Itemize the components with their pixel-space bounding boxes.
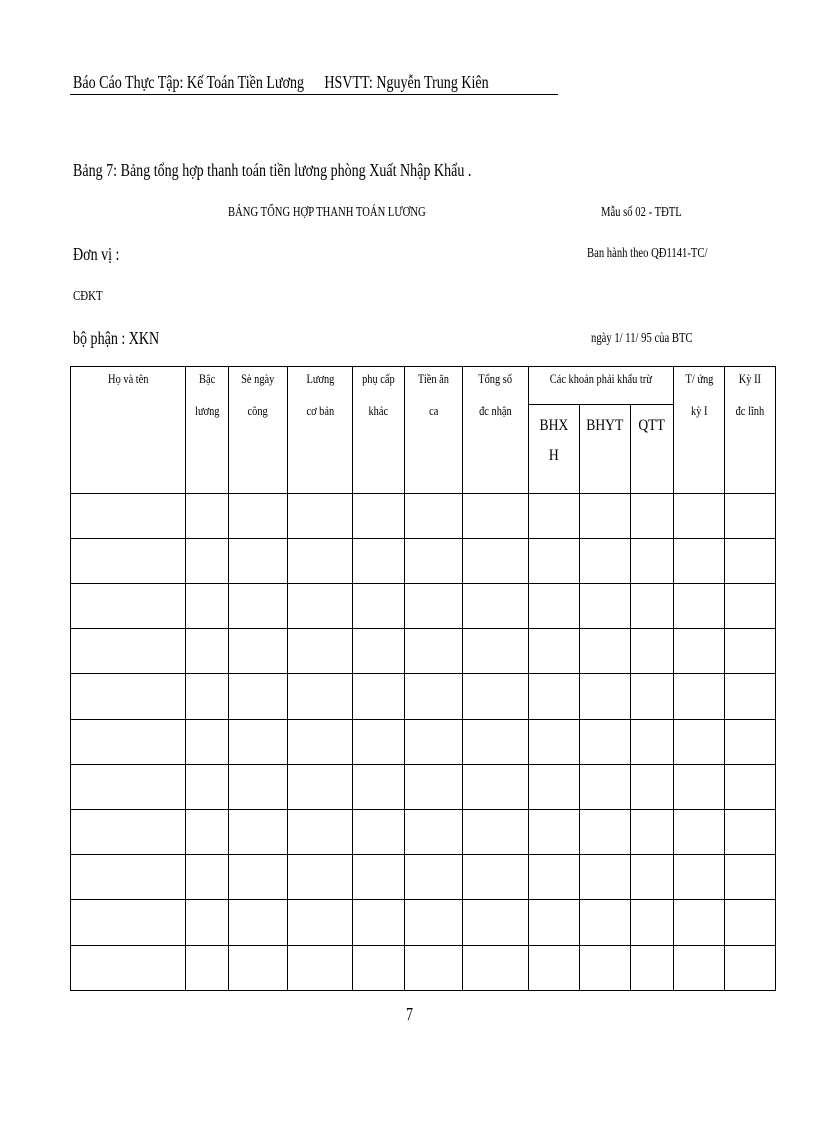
table-cell <box>529 674 580 719</box>
table-cell <box>229 493 288 538</box>
table-cell <box>631 674 674 719</box>
table-cell <box>529 538 580 583</box>
table-cell <box>725 810 776 855</box>
table-cell <box>71 855 186 900</box>
table-cell <box>580 538 631 583</box>
table-cell <box>463 810 529 855</box>
table-cell <box>288 945 353 990</box>
form-title: BẢNG TỔNG HỢP THANH TOÁN LƯƠNG <box>228 205 426 220</box>
table-cell <box>631 584 674 629</box>
table-cell <box>674 810 725 855</box>
table-cell <box>288 674 353 719</box>
table-cell <box>186 855 229 900</box>
table-cell <box>463 584 529 629</box>
table-row <box>71 493 776 538</box>
table-cell <box>71 493 186 538</box>
table-cell <box>186 629 229 674</box>
table-cell <box>725 855 776 900</box>
table-row <box>71 855 776 900</box>
table-cell <box>405 719 463 764</box>
table-cell <box>405 629 463 674</box>
table-cell <box>725 584 776 629</box>
table-caption: Bảng 7: Bảng tổng hợp thanh toán tiền lương phòng Xuất Nhập Khẩu . <box>73 160 472 180</box>
department-label: bộ phận : XKN <box>73 328 160 348</box>
table-cell <box>229 674 288 719</box>
table-cell <box>529 493 580 538</box>
table-cell <box>229 810 288 855</box>
author: HSVTT: Nguyễn Trung Kiên <box>324 72 489 92</box>
table-cell <box>674 945 725 990</box>
table-cell <box>463 538 529 583</box>
table-cell <box>288 629 353 674</box>
table-cell <box>674 584 725 629</box>
table-cell <box>405 538 463 583</box>
table-row <box>71 629 776 674</box>
table-cell <box>71 674 186 719</box>
table-cell <box>580 810 631 855</box>
payroll-summary-table <box>70 366 776 991</box>
table-cell <box>631 629 674 674</box>
form-number: Mẫu số 02 - TĐTL <box>601 205 682 220</box>
table-cell <box>529 584 580 629</box>
table-cell <box>229 945 288 990</box>
table-cell <box>71 629 186 674</box>
col-meal-header: Tiền ăn ca <box>405 367 463 494</box>
table-cell <box>229 719 288 764</box>
table-cell <box>674 719 725 764</box>
table-cell <box>631 538 674 583</box>
table-cell <box>186 900 229 945</box>
col-bhxh-header: BHX H <box>529 405 580 493</box>
table-cell <box>71 900 186 945</box>
table-cell <box>353 764 405 809</box>
table-cell <box>580 674 631 719</box>
table-cell <box>353 629 405 674</box>
table-cell <box>405 764 463 809</box>
table-cell <box>529 945 580 990</box>
table-cell <box>353 900 405 945</box>
issued-by: Ban hành theo QĐ1141-TC/ <box>587 246 708 261</box>
table-cell <box>353 493 405 538</box>
table-cell <box>674 629 725 674</box>
table-cell <box>288 855 353 900</box>
table-cell <box>463 674 529 719</box>
table-cell <box>186 493 229 538</box>
table-cell <box>463 945 529 990</box>
table-cell <box>580 900 631 945</box>
table-cell <box>405 674 463 719</box>
table-cell <box>463 764 529 809</box>
table-cell <box>353 945 405 990</box>
table-cell <box>186 674 229 719</box>
table-row <box>71 810 776 855</box>
table-row <box>71 900 776 945</box>
table-row <box>71 584 776 629</box>
table-cell <box>529 629 580 674</box>
table-cell <box>353 855 405 900</box>
table-cell <box>186 538 229 583</box>
table-cell <box>725 719 776 764</box>
col-workdays-header: Sè ngày công <box>229 367 288 494</box>
table-cell <box>725 538 776 583</box>
table-cell <box>71 945 186 990</box>
table-cell <box>463 900 529 945</box>
table-cell <box>353 719 405 764</box>
table-cell <box>353 584 405 629</box>
col-qtt-header: QTT <box>631 405 674 493</box>
table-cell <box>353 674 405 719</box>
table-cell <box>631 900 674 945</box>
table-cell <box>288 810 353 855</box>
table-cell <box>529 810 580 855</box>
table-cell <box>631 810 674 855</box>
table-cell <box>229 764 288 809</box>
page-number: 7 <box>406 1004 414 1024</box>
table-row <box>71 764 776 809</box>
table-cell <box>674 493 725 538</box>
table-cell <box>288 584 353 629</box>
issued-by-cont: CĐKT <box>73 289 103 304</box>
table-cell <box>288 719 353 764</box>
col-base-salary-header: Lương cơ bản <box>288 367 353 494</box>
table-cell <box>674 674 725 719</box>
table-cell <box>580 855 631 900</box>
col-bhyt-header: BHYT <box>580 405 631 493</box>
table-cell <box>405 493 463 538</box>
table-cell <box>580 629 631 674</box>
table-cell <box>71 538 186 583</box>
table-cell <box>71 764 186 809</box>
table-cell <box>631 764 674 809</box>
table-cell <box>229 629 288 674</box>
issued-date: ngày 1/ 11/ 95 của BTC <box>591 331 693 346</box>
table-cell <box>529 900 580 945</box>
table-cell <box>405 945 463 990</box>
table-cell <box>631 719 674 764</box>
table-cell <box>405 855 463 900</box>
table-cell <box>186 584 229 629</box>
col-deductions-header: Các khoản phải khấu trừ <box>529 367 674 405</box>
header-rule <box>70 94 558 95</box>
table-cell <box>229 584 288 629</box>
table-cell <box>725 493 776 538</box>
table-cell <box>674 764 725 809</box>
table-cell <box>674 900 725 945</box>
table-cell <box>463 493 529 538</box>
table-cell <box>580 584 631 629</box>
col-advance-header: T/ ứng kỳ I <box>674 367 725 494</box>
table-cell <box>463 719 529 764</box>
table-cell <box>580 719 631 764</box>
table-cell <box>529 855 580 900</box>
unit-label: Đơn vị : <box>73 244 120 264</box>
table-cell <box>186 810 229 855</box>
col-allowance-header: phụ cấp khác <box>353 367 405 494</box>
table-cell <box>463 855 529 900</box>
col-grade-header: Bậc lương <box>186 367 229 494</box>
table-cell <box>288 538 353 583</box>
table-cell <box>529 764 580 809</box>
table-cell <box>405 900 463 945</box>
table-cell <box>229 900 288 945</box>
table-cell <box>186 719 229 764</box>
table-cell <box>580 493 631 538</box>
table-cell <box>631 945 674 990</box>
table-cell <box>186 764 229 809</box>
table-cell <box>725 629 776 674</box>
table-cell <box>229 855 288 900</box>
table-cell <box>71 719 186 764</box>
table-row <box>71 674 776 719</box>
report-title: Báo Cáo Thực Tập: Kế Toán Tiền Lương <box>73 72 305 92</box>
table-row <box>71 945 776 990</box>
table-cell <box>725 674 776 719</box>
table-cell <box>631 493 674 538</box>
table-row <box>71 538 776 583</box>
running-header <box>73 72 489 93</box>
table-cell <box>580 764 631 809</box>
table-cell <box>353 810 405 855</box>
table-cell <box>353 538 405 583</box>
table-cell <box>725 764 776 809</box>
table-cell <box>463 629 529 674</box>
table-cell <box>674 855 725 900</box>
table-row <box>71 719 776 764</box>
table-cell <box>725 900 776 945</box>
col-period2-header: Kỳ II đc lĩnh <box>725 367 776 494</box>
table-cell <box>725 945 776 990</box>
table-cell <box>674 538 725 583</box>
table-cell <box>405 584 463 629</box>
col-total-header: Tổng số đc nhận <box>463 367 529 494</box>
table-cell <box>529 719 580 764</box>
table-cell <box>631 855 674 900</box>
table-cell <box>405 810 463 855</box>
table-cell <box>288 764 353 809</box>
col-name-header: Họ và tên <box>71 367 186 494</box>
table-cell <box>229 538 288 583</box>
table-cell <box>580 945 631 990</box>
table-cell <box>186 945 229 990</box>
table-cell <box>71 810 186 855</box>
table-cell <box>71 584 186 629</box>
table-cell <box>288 493 353 538</box>
table-cell <box>288 900 353 945</box>
